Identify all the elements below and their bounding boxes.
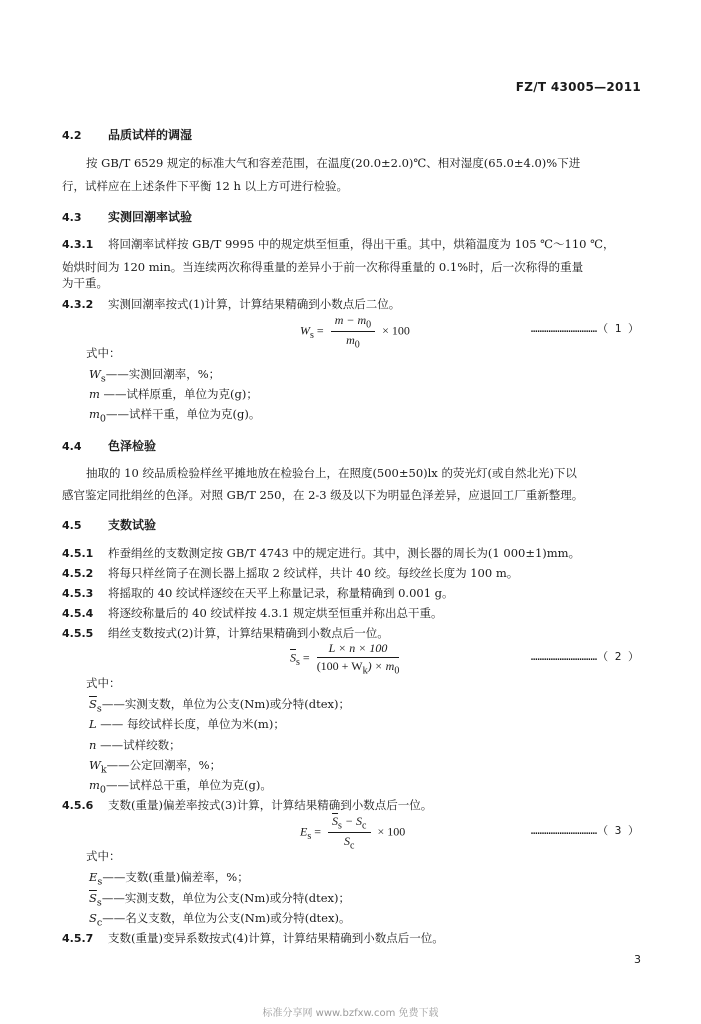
paragraph-line: 按 GB/T 6529 规定的标准大气和容差范围，在温度(20.0±2.0)℃、相对湿度(65.0±4.0)%下进 (86, 156, 581, 170)
section-4-2-heading (62, 126, 192, 143)
formula-2: $\overline{S}_s$ = $\frac{L \times n \times 100}{(100 + W_k) \times m_0}$ (290, 641, 400, 677)
section-title: 色泽检验 (108, 439, 157, 453)
paragraph-line: 始烘时间为 120 min。当连续两次称得重量的差异小于前一次称得重量的 0.1%时，后一次称得的重量 (62, 260, 584, 274)
clause-number: 4.3.1 (62, 238, 94, 251)
section-number: 4.4 (62, 440, 82, 453)
paragraph-line: 感官鉴定同批绢丝的色泽。对照 GB/T 250，在 2-3 级及以下为明显色泽差异，应退回工厂重新整理。 (62, 488, 584, 502)
clause-number: 4.3.2 (62, 298, 94, 311)
definition-item: $W_k——$公定回潮率，%； (89, 758, 222, 776)
definition-item: $\overline{S}_s——$实测支数，单位为公支(Nm)或分特(dtex)； (89, 697, 350, 715)
definition-item: $m_0——$试样干重，单位为克(g)。 (89, 407, 261, 425)
paragraph-line: 抽取的 10 绞品质检验样丝平摊地放在检验台上，在照度(500±50)lx 的荧光灯(或自然北光)下以 (86, 466, 577, 480)
section-4-3-heading (62, 208, 192, 225)
clause-text: 将回潮率试样按 GB/T 9995 中的规定烘至恒重，得出干重。其中，烘箱温度为 105 ℃～110 ℃， (108, 237, 615, 251)
section-number: 4.5 (62, 519, 82, 532)
formula-1: $W_s$ = $\frac{m - m_0}{m_0}$ × 100 (300, 313, 410, 351)
definition-item: $W_s——$实测回潮率，%； (89, 367, 221, 385)
fraction: $\frac{\overline{S}_s - S_c}{S_c}$ (328, 814, 370, 852)
clause-4-5-1: 4.5.1 柞蚕绢丝的支数测定按 GB/T 4743 中的规定进行。其中，测长器的周长为(1 000±1)mm。 (62, 546, 581, 560)
equation-number-3: …………………………（ 3 ） (530, 824, 639, 837)
fraction: $\frac{m - m_0}{m_0}$ (331, 313, 375, 351)
clause-4-3-1 (62, 236, 615, 252)
where-label: 式中： (86, 676, 121, 690)
equation-number-1: …………………………（ 1 ） (530, 322, 639, 335)
clause-4-5-3: 4.5.3 将摇取的 40 绞试样逐绞在天平上称量记录，称量精确到 0.001 g。 (62, 586, 454, 600)
paragraph-line: 行，试样应在上述条件下平衡 12 h 以上方可进行检验。 (62, 179, 349, 193)
clause-4-5-7: 4.5.7 支数(重量)变异系数按式(4)计算，计算结果精确到小数点后一位。 (62, 931, 444, 945)
clause-4-5-5: 4.5.5 绢丝支数按式(2)计算，计算结果精确到小数点后一位。 (62, 626, 389, 640)
section-4-5-heading (62, 516, 156, 533)
section-4-4-heading (62, 437, 156, 454)
watermark-footer: 标准分享网 www.bzfxw.com 免费下载 (262, 1008, 439, 1019)
clause-4-5-2: 4.5.2 将每只样丝筒子在测长器上摇取 2 绞试样，共计 40 绞。每绞丝长度为 100 m。 (62, 566, 519, 580)
clause-4-5-6: 4.5.6 支数(重量)偏差率按式(3)计算，计算结果精确到小数点后一位。 (62, 798, 433, 812)
definition-item: m ——试样原重，单位为克(g)； (89, 387, 258, 401)
equation-number-2: …………………………（ 2 ） (530, 650, 639, 663)
section-title: 品质试样的调湿 (108, 128, 193, 142)
fraction: $\frac{L \times n \times 100}{(100 + W_k) \times m_0}$ (316, 641, 400, 677)
section-number: 4.3 (62, 211, 82, 224)
paragraph-line: 为干重。 (62, 276, 108, 290)
clause-4-5-4: 4.5.4 将逐绞称量后的 40 绞试样按 4.3.1 规定烘至恒重并称出总干重。 (62, 606, 443, 620)
where-label: 式中： (86, 849, 121, 863)
where-label: 式中： (86, 346, 121, 360)
definition-item: $\overline{S}_s——$实测支数，单位为公支(Nm)或分特(dtex)； (89, 891, 350, 909)
definition-item: $E_s——$支数(重量)偏差率，%； (89, 870, 249, 888)
definition-item: L —— 每绞试样长度，单位为米(m)； (89, 717, 285, 731)
section-title: 实测回潮率试验 (108, 210, 193, 224)
definition-item: $S_c——$名义支数，单位为公支(Nm)或分特(dtex)。 (89, 911, 351, 929)
clause-4-3-2 (62, 296, 400, 312)
definition-item: n ——试样绞数； (89, 738, 181, 752)
formula-3: $E_s$ = $\frac{\overline{S}_s - S_c}{S_c}$ × 100 (300, 814, 406, 852)
clause-text: 实测回潮率按式(1)计算，计算结果精确到小数点后二位。 (108, 297, 401, 311)
section-number: 4.2 (62, 129, 82, 142)
definition-item: $m_0——$试样总干重，单位为克(g)。 (89, 778, 272, 796)
section-title: 支数试验 (108, 518, 157, 532)
standard-number: FZ/T 43005—2011 (515, 80, 641, 94)
page-number: 3 (634, 953, 641, 966)
